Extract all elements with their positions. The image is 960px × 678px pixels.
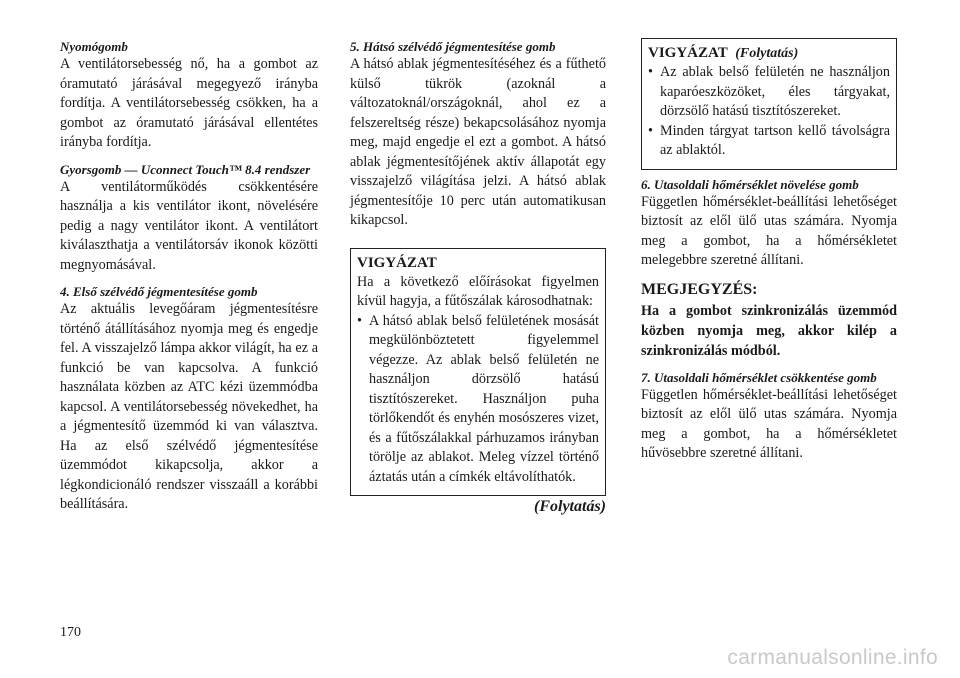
warning-intro: Ha a következő előírásokat figyelmen kívül hagyja, a fűtőszálak károsodhatnak: (357, 273, 599, 309)
warning-bullet: • A hátsó ablak belső felületének mosását megkülönböztetett figyelemmel végezze. Az ablak belső felületén ne használjon dörzsölő hatású tisztítószereket. Használjon puha törlőkendőt és enyhén mosószeres vizet, és a fűtőszálakkal párhuzamos irányban törölje az ablakot. Meleg vízzel történő áztatás után a címkék eltávolíthatók. (357, 312, 599, 488)
bullet-icon: • (648, 64, 653, 80)
section-heading: 6. Utasoldali hőmérséklet növelése gomb (641, 176, 859, 192)
section-body: A ventilátorműködés csökkentésére használja a kis ventilátor ikont, növelésére pedig a nagy ventilátor ikont. A ventilátort kiválaszthatja a ventilátorsáv ikonok közötti megnyomásával. (60, 178, 318, 273)
note-title: MEGJEGYZÉS: (641, 280, 758, 298)
warning-title: VIGYÁZAT (357, 254, 437, 271)
section-body: Független hőmérséklet-beállítási lehetőséget biztosít az elől ülő utas számára. Nyomja meg a gombot, ha a hőmérsékletet hűvösebbre szeretné állítani. (641, 386, 897, 461)
warning-bullet: • Minden tárgyat tartson kellő távolságra az ablaktól. (648, 122, 890, 161)
section-body: Független hőmérséklet-beállítási lehetőséget biztosít az elől ülő utas számára. Nyomja meg a gombot, ha a hőmérsékletet melegebbre szeretné állítani. (641, 193, 897, 268)
section-heading: Gyorsgomb — Uconnect Touch™ 8.4 rendszer (60, 161, 311, 177)
warning-box (350, 248, 606, 497)
page-number: 170 (60, 625, 81, 640)
warning-title: VIGYÁZAT (Folytatás) (648, 45, 799, 61)
section-body: Az aktuális levegőáram jégmentesítésre történő átállításához nyomja meg és engedje fel. A visszajelző lámpa akkor világít, ha ez a funkció be van kapcsolva. A funkció használata közben az ATC kézi üzemmódba kapcsol. A ventilátorsebesség növekedhet, ha a jégmentesítő üzemmód ki van választva. Ha az első szélvédő jégmentesítése üzemmódot kikapcsolja, akkor a légkondicionáló rendszer visszaáll a korábbi beállítására. (60, 301, 318, 512)
warning-box-continued (641, 38, 897, 170)
column-middle (350, 38, 606, 516)
watermark: carmanualsonline.info (727, 646, 938, 669)
section-heading: 5. Hátsó szélvédő jégmentesítése gomb (350, 39, 556, 54)
column-right (641, 38, 897, 464)
bullet-icon: • (648, 122, 653, 139)
section-heading: 7. Utasoldali hőmérséklet csökkentése gomb (641, 369, 877, 385)
section-heading: Nyomógomb (60, 39, 128, 54)
section-heading: 4. Első szélvédő jégmentesítése gomb (60, 284, 258, 299)
note-body: Ha a gombot szinkronizálás üzemmód közben nyomja meg, akkor kilép a szinkronizálás módból. (641, 302, 897, 359)
warning-bullet: • Az ablak belső felületén ne használjon kaparóeszközöket, éles tárgyakat, dörzsölő hatású tisztítószereket. (648, 63, 890, 122)
continued-label: (Folytatás) (534, 498, 606, 515)
section-body: A ventilátorsebesség nő, ha a gombot az óramutató járásával megegyező irányba fordítja. A ventilátorsebesség csökken, ha a gombot az óramutató járásával ellentétes irányba fordítja. (60, 56, 318, 150)
section-body: A hátsó ablak jégmentesítéséhez és a fűthető külső tükrök (azoknál a változatoknál/országoknál, ahol ez a felszereltség része) bekapcsolásához nyomja meg, majd engedje el ezt a gombot. A hátsó ablak jégmentesítőjének aktív állapotát egy visszajelző világítása jelzi. A hátsó ablak jégmentesítője 10 perc után automatikusan kikapcsol. (350, 56, 606, 228)
bullet-icon: • (357, 312, 362, 329)
column-left (60, 38, 318, 515)
warning-subtitle: (Folytatás) (735, 46, 799, 61)
